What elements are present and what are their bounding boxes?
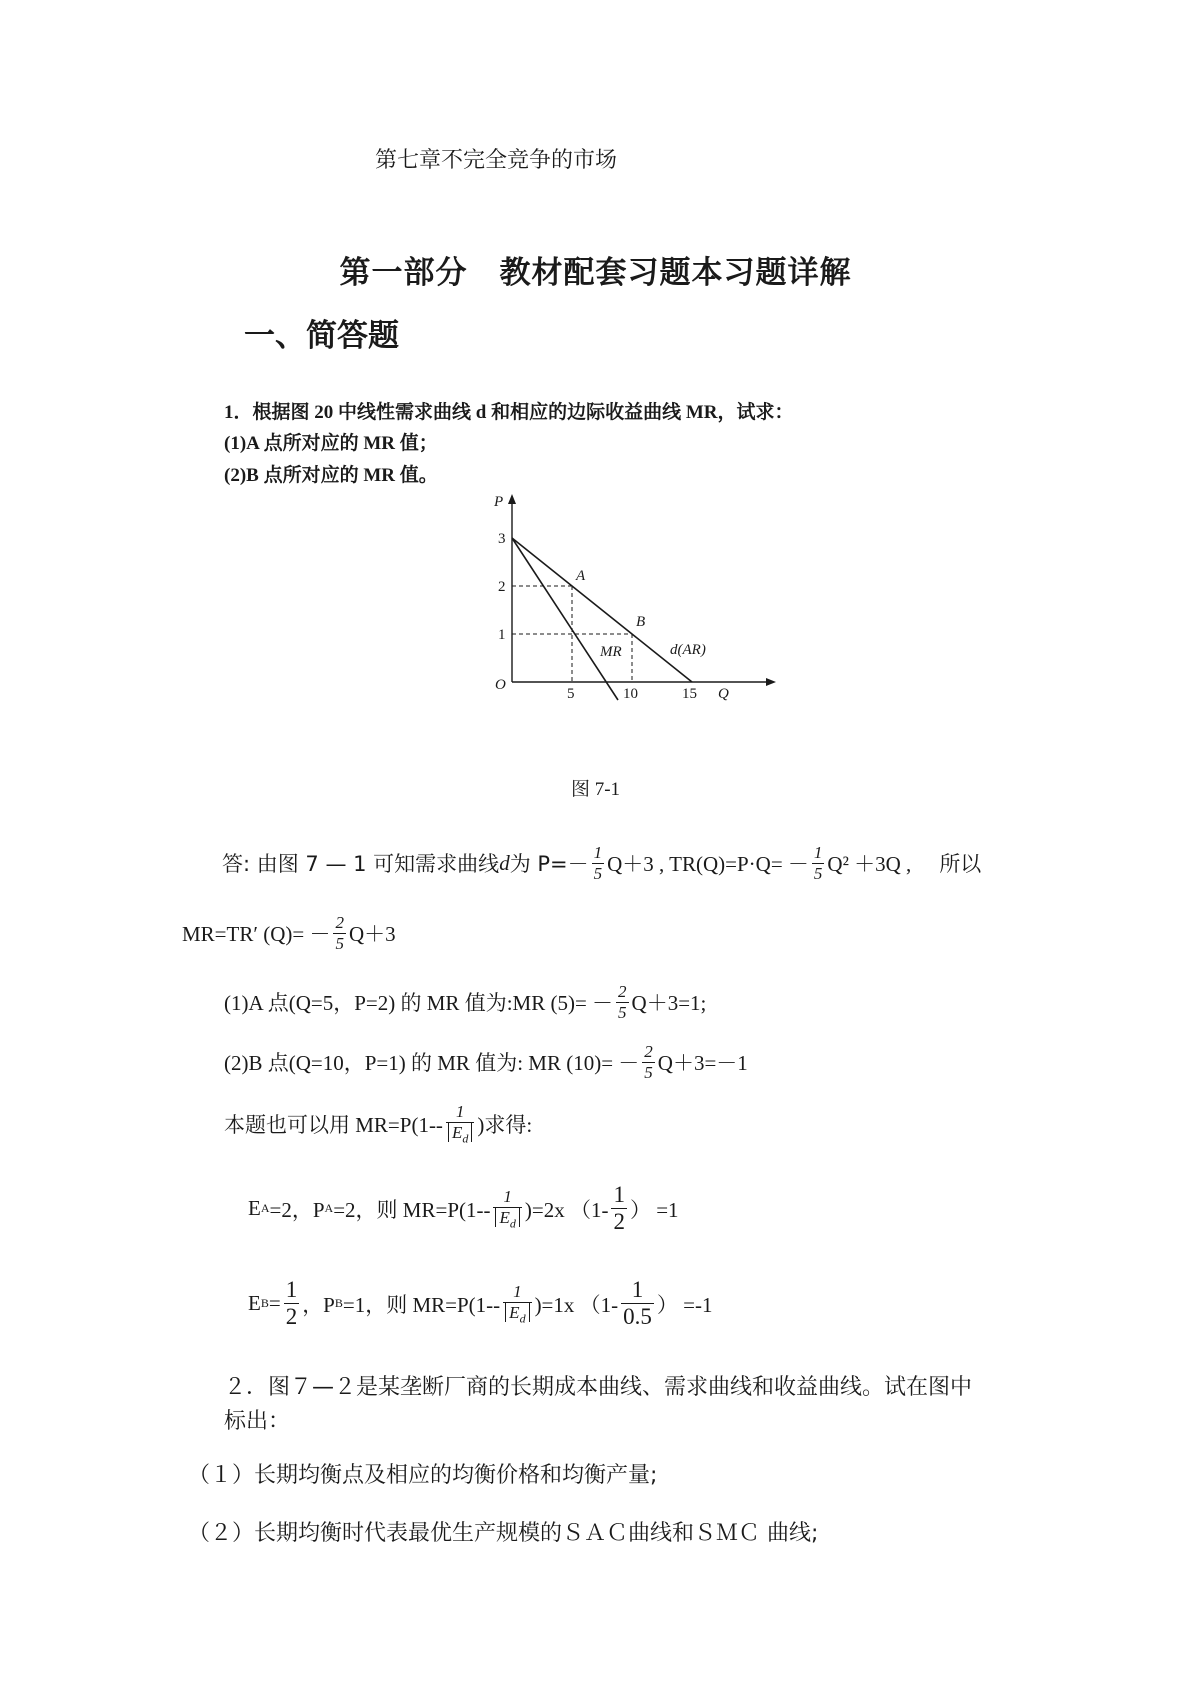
point-a-label: A — [576, 568, 586, 584]
answer-also-line — [224, 1102, 532, 1146]
answer-line-1 — [222, 843, 981, 883]
chapter-title: 第七章不完全竞争的市场 — [375, 148, 618, 173]
origin-label: O — [495, 677, 506, 693]
x-tick-15: 15 — [682, 686, 697, 702]
x-axis-arrow — [766, 678, 776, 686]
question-1-line-1: 1．根据图 20 中线性需求曲线 d 和相应的边际收益曲线 MR，试求： — [224, 402, 794, 423]
y-tick-2: 2 — [498, 579, 506, 595]
frac-1-5: $\frac{1}{5}$ — [593, 843, 603, 883]
question-2-item-2: （２）长期均衡时代表最优生产规模的ＳＡＣ曲线和ＳＭＣ 曲线; — [188, 1521, 819, 1546]
demand-expression: Q＋3 , TR(Q)=P·Q= － — [607, 852, 809, 877]
answer-mr-line — [182, 913, 396, 953]
mr-label: MR — [600, 644, 622, 660]
question-1-line-2: (1)A 点所对应的 MR 值； — [224, 433, 438, 454]
mr-curve — [512, 538, 618, 700]
answer-intro: 答: 由图 7 — 1 可知需求曲线 — [222, 852, 500, 877]
y-tick-1: 1 — [498, 627, 506, 643]
x-tick-10: 10 — [623, 686, 638, 702]
answer-a-line — [224, 982, 706, 1022]
x-tick-5: 5 — [567, 686, 575, 702]
frac-1-5-b: $\frac{1}{5}$ — [813, 843, 823, 883]
frac-2-5-a: $\frac{2}{5}$ — [618, 982, 627, 1022]
frac-1-2-b: $\frac{1}{2}$ — [285, 1277, 298, 1330]
y-tick-3: 3 — [498, 531, 506, 547]
question-2-line-2: 标出： — [224, 1409, 291, 1434]
frac-1-05: $\frac{1}{0.5}$ — [623, 1277, 652, 1330]
x-axis-label: Q — [718, 686, 729, 702]
question-2-line-1: ２．图７—２是某垄断厂商的长期成本曲线、需求曲线和收益曲线。试在图中 — [224, 1375, 973, 1400]
answer-ea-line: E A =2，P A =2，则 MR=P(1-- $\frac{1}{E_d}$ )=2x （1- $\frac{1}{2}$ ） =1 — [248, 1182, 679, 1235]
tr-expression: Q² ＋3Q , — [827, 852, 912, 877]
frac-2-5: $\frac{2}{5}$ — [335, 913, 344, 953]
answer-so: 所以 — [939, 852, 982, 877]
mr-expression: Q＋3 — [348, 922, 396, 947]
figure-7-1 — [480, 492, 780, 707]
b-line-text: (2)B 点(Q=10，P=1) 的 MR 值为: MR (10)= － — [224, 1051, 640, 1076]
y-axis-label: P — [494, 494, 504, 510]
frac-1-ed-b: $\frac{1}{E_d}$ — [503, 1282, 531, 1326]
also-tail: )求得: — [477, 1112, 533, 1137]
mr-label-text: MR=TR′ (Q)= － — [182, 922, 331, 947]
demand-label: d(AR) — [670, 642, 706, 658]
demand-curve — [512, 538, 692, 682]
figure-caption: 图 7-1 — [570, 779, 621, 800]
section-title: 一、简答题 — [244, 318, 399, 354]
frac-1-2: $\frac{1}{2}$ — [613, 1182, 625, 1235]
answer-d: d — [499, 850, 510, 875]
point-b-label: B — [636, 614, 646, 630]
a-line-tail: Q＋3=1; — [631, 991, 707, 1016]
also-text: 本题也可以用 MR=P(1-- — [224, 1112, 443, 1137]
answer-b-line — [224, 1042, 748, 1082]
frac-2-5-b: $\frac{2}{5}$ — [644, 1042, 653, 1082]
part-title: 第一部分 教材配套习题本习题详解 — [339, 255, 852, 291]
question-2-item-1: （１）长期均衡点及相应的均衡价格和均衡产量; — [188, 1463, 658, 1488]
answer-eb-line: E B = $\frac{1}{2}$ ，P B =1，则 MR=P(1-- $\frac{1}{E_d}$ )=1x （1- $\frac{1}{0.5}$ ） =-1 — [248, 1277, 713, 1330]
frac-1-ed: $\frac{1}{E_d}$ — [446, 1102, 474, 1146]
y-axis-arrow — [508, 494, 516, 504]
b-line-tail: Q＋3=－1 — [657, 1051, 748, 1076]
question-1-line-3: (2)B 点所对应的 MR 值。 — [224, 465, 438, 486]
answer-intro-2: 为 P=－ — [509, 852, 589, 877]
frac-1-ed-a: $\frac{1}{E_d}$ — [493, 1187, 521, 1231]
a-line-text: (1)A 点(Q=5，P=2) 的 MR 值为:MR (5)= － — [224, 991, 614, 1016]
